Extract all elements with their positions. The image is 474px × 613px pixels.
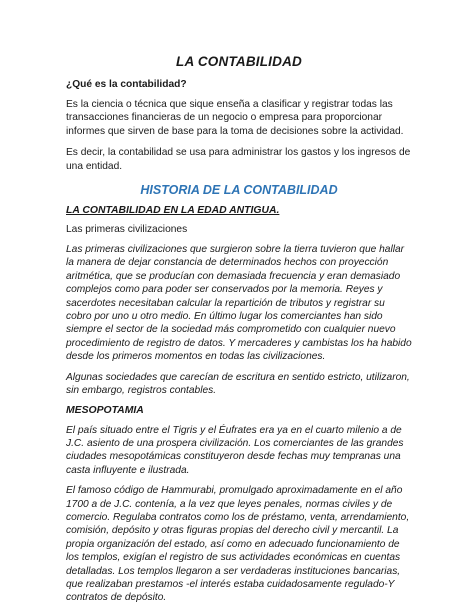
mesopotamia-paragraph-1: El país situado entre el Tigris y el Éufrates era ya en el cuarto milenio a de J.C. asiento de una prospera civilización. Los comerciantes de las grandes ciudades mesopotámicas constituyeron desde fechas muy tempranas una casta influyente e ilustrada.	[66, 424, 404, 476]
mesopotamia-heading: MESOPOTAMIA	[66, 404, 144, 416]
intro-paragraph-2: Es decir, la contabilidad se usa para administrar los gastos y los ingresos de una entidad.	[66, 147, 411, 172]
document-content	[66, 54, 412, 612]
mesopotamia-paragraph-2: El famoso código de Hammurabi, promulgado aproximadamente en el año 1700 a de J.C. contenía, a la vez que leyes penales, normas civiles y de comercio. Regulaba contratos como los de préstamo, venta, arrendamiento, comisión, depósito y otras figuras propias del derecho civil y mercantil. La propia organización del estado, así como en adecuado funcionamiento de los templos, exigían el registro de sus actividades económicas en cuentas detalladas. Los templos llegaron a ser verdaderas instituciones bancarias, que realizaban prestamos -el interés estaba cuidadosamente regulado-Y contratos de depósito.	[66, 485, 410, 604]
antiquity-paragraph-2: Algunas sociedades que carecían de escritura en sentido estricto, utilizaron, sin embargo, registros contables.	[66, 371, 410, 397]
document-title: LA CONTABILIDAD	[176, 54, 302, 69]
question-heading: ¿Qué es la contabilidad?	[66, 79, 187, 90]
subheading-first-civilizations: Las primeras civilizaciones	[66, 224, 188, 236]
antiquity-paragraph-1: Las primeras civilizaciones que surgieron sobre la tierra tuvieron que hallar la manera de dejar constancia de determinados hechos con proyección aritmética, que se producían con demasiada frecuencia y eran demasiado complejos como para poder ser conservados por la memoria. Reyes y sacerdotes necesitaban calcular la repartición de tributos y registrar su cobro por uno u otro medio. En último lugar los comerciantes han sido siempre el sector de la sociedad más comprometido con cualquier nuevo procedimiento de registro de datos. Y mercaderes y cambistas los ha habido desde los primeros momentos en todas las civilizaciones.	[66, 244, 412, 363]
subsection-title-antiquity: LA CONTABILIDAD EN LA EDAD ANTIGUA.	[66, 205, 280, 217]
section-title-history: HISTORIA DE LA CONTABILIDAD	[140, 183, 338, 198]
intro-paragraph-1: Es la ciencia o técnica que sique enseña a clasificar y registrar todas las transacciones financieras de un negocio o empresa para proporcionar informes que sirven de base para la toma de decisiones sobre la actividad.	[66, 99, 404, 137]
